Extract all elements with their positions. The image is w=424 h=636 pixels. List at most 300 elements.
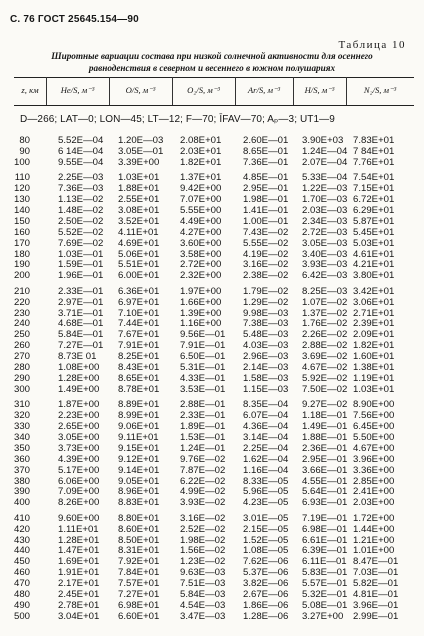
- cell-ar: 1.52E—05: [243, 534, 289, 546]
- cell-o2: 7.87E—02: [180, 464, 226, 476]
- cell-he: 2.97E—01: [58, 296, 104, 308]
- cell-o: 2.55E+01: [118, 194, 160, 206]
- cell-ar: 4.23E—05: [243, 497, 289, 509]
- cell-n2: 1.60E+01: [353, 351, 395, 363]
- column-header-n2: N₂/S, м⁻³: [363, 85, 397, 95]
- cell-o2: 3.16E—02: [180, 512, 226, 524]
- cell-h: 2.72E—03: [302, 226, 348, 238]
- cell-h: 2.07E—04: [302, 156, 348, 168]
- cell-h: 5.33E—04: [302, 172, 348, 184]
- column-header-o2: O₂/S, м⁻³: [187, 85, 220, 95]
- cell-o: 8.99E+01: [118, 410, 160, 422]
- cell-o: 6.98E+01: [118, 599, 160, 611]
- cell-ar: 7.36E—01: [243, 156, 289, 168]
- cell-altitude: 80: [19, 135, 30, 146]
- cell-he: 2.17E+01: [58, 578, 100, 590]
- cell-altitude: 290: [13, 372, 30, 384]
- cell-he: 1.91E+01: [58, 567, 100, 579]
- cell-o2: 4.99E—02: [180, 486, 226, 498]
- cell-ar: 1.62E—04: [243, 453, 289, 465]
- cell-altitude: 420: [13, 523, 30, 535]
- cell-n2: 2.99E—01: [353, 610, 399, 622]
- cell-n2: 4.81E—01: [353, 589, 399, 600]
- cell-ar: 2.96E—03: [243, 351, 289, 363]
- cell-he: 1.48E—02: [58, 204, 104, 216]
- cell-n2: 1.82E+01: [353, 340, 395, 352]
- cell-o2: 9.42E+00: [180, 183, 222, 195]
- cell-altitude: 130: [13, 194, 30, 206]
- table-row: [0, 612, 424, 623]
- cell-o2: 1.37E+01: [180, 172, 222, 184]
- cell-o2: 3.58E+00: [180, 248, 222, 260]
- cell-n2: 7.54E+01: [353, 172, 395, 184]
- cell-he: 4.39E+00: [58, 453, 100, 465]
- cell-ar: 2.95E—01: [243, 183, 289, 195]
- cell-o: 7.91E+01: [118, 340, 160, 352]
- cell-altitude: 340: [13, 431, 30, 443]
- cell-n2: 3.42E+01: [353, 285, 395, 297]
- cell-n2: 5.50E+00: [353, 431, 395, 443]
- cell-o2: 4.33E—01: [180, 372, 226, 384]
- cell-ar: 1.41E—01: [243, 204, 289, 216]
- cell-altitude: 270: [13, 351, 30, 363]
- cell-h: 3.27E+00: [302, 610, 344, 622]
- cell-o2: 5.84E—03: [180, 589, 226, 600]
- cell-o: 1.03E+01: [118, 172, 160, 184]
- cell-o: 8.80E+01: [118, 512, 160, 524]
- cell-o: 6.00E+01: [118, 270, 160, 282]
- cell-o: 6.97E+01: [118, 296, 160, 308]
- cell-n2: 1.44E+00: [353, 523, 395, 535]
- cell-n2: 7.15E+01: [353, 183, 395, 195]
- cell-n2: 5.45E+01: [353, 226, 395, 238]
- cell-ar: 5.55E—02: [243, 237, 289, 249]
- cell-h: 5.92E—02: [302, 372, 348, 384]
- cell-o2: 4.54E—03: [180, 599, 226, 611]
- cell-ar: 5.96E—05: [243, 486, 289, 498]
- cell-n2: 1.19E+01: [353, 372, 395, 384]
- cell-he: 1.59E—01: [58, 259, 104, 271]
- cell-o: 3.39E+00: [118, 156, 160, 168]
- cell-he: 1.47E+01: [58, 545, 100, 557]
- cell-altitude: 100: [13, 156, 30, 168]
- row-group: [0, 514, 424, 623]
- table-number: Таблица 10: [338, 39, 406, 51]
- column-header-ar: Ar/S, м⁻³: [247, 85, 281, 95]
- cell-ar: 7.62E—06: [243, 556, 289, 568]
- cell-h: 3.66E—01: [302, 464, 348, 476]
- cell-n2: 5.87E+01: [353, 215, 395, 227]
- table-row: [0, 298, 424, 309]
- cell-h: 4.67E—02: [302, 362, 348, 373]
- table-row: [0, 466, 424, 477]
- cell-altitude: 350: [13, 442, 30, 454]
- cell-ar: 1.15E—03: [243, 383, 289, 395]
- cell-n2: 3.06E+01: [353, 296, 395, 308]
- cell-h: 6.39E—01: [302, 545, 348, 557]
- cell-n2: 3.80E+01: [353, 270, 395, 282]
- cell-altitude: 430: [13, 534, 30, 546]
- cell-ar: 1.08E—05: [243, 545, 289, 557]
- cell-n2: 3.96E+00: [353, 453, 395, 465]
- cell-o: 8.78E+01: [118, 383, 160, 395]
- cell-n2: 6.45E+00: [353, 421, 395, 433]
- cell-altitude: 170: [13, 237, 30, 249]
- cell-o: 7.10E+01: [118, 307, 160, 319]
- cell-he: 1.87E+00: [58, 399, 100, 411]
- cell-o: 8.65E+01: [118, 372, 160, 384]
- cell-ar: 8.35E—04: [243, 399, 289, 411]
- cell-altitude: 380: [13, 475, 30, 487]
- cell-he: 1.69E+01: [58, 556, 100, 568]
- cell-he: 1.03E—01: [58, 248, 104, 260]
- cell-h: 3.40E—03: [302, 248, 348, 260]
- header-bottom-rule: [14, 105, 414, 106]
- cell-o: 4.11E+01: [118, 226, 159, 238]
- cell-h: 5.08E—01: [302, 599, 348, 611]
- cell-o: 3.05E—01: [118, 145, 164, 157]
- cell-ar: 2.14E—03: [243, 362, 289, 373]
- cell-n2: 7 84E+01: [353, 145, 395, 157]
- cell-n2: 7.56E+00: [353, 410, 395, 422]
- table-row: [0, 455, 424, 466]
- cell-n2: 4.67E+00: [353, 442, 395, 454]
- cell-ar: 1.86E—06: [243, 599, 289, 611]
- cell-o2: 9.63E—03: [180, 567, 226, 579]
- cell-ar: 1.16E—04: [243, 464, 289, 476]
- cell-h: 1.37E—02: [302, 307, 348, 319]
- cell-n2: 1.03E+01: [353, 383, 395, 395]
- cell-he: 4.68E—01: [58, 318, 104, 330]
- cell-h: 5.83E—01: [302, 567, 348, 579]
- cell-he: 7.69E—02: [58, 237, 104, 249]
- cell-o: 7.57E+01: [118, 578, 160, 590]
- cell-he: 2.33E—01: [58, 285, 104, 297]
- cell-h: 2.26E—02: [302, 329, 348, 341]
- cell-altitude: 400: [13, 497, 30, 509]
- cell-ar: 7.38E—03: [243, 318, 289, 330]
- cell-he: 7.36E—03: [58, 183, 104, 195]
- cell-n2: 6.72E+01: [353, 194, 395, 206]
- cell-o: 9.15E+01: [118, 442, 160, 454]
- column-header-he: He/S, м⁻³: [60, 85, 95, 95]
- cell-o2: 4.49E+00: [180, 215, 222, 227]
- cell-o: 9.11E+01: [118, 431, 159, 443]
- cell-n2: 2.71E+01: [353, 307, 395, 319]
- cell-n2: 8.47E—01: [353, 556, 399, 568]
- cell-o2: 5.55E+00: [180, 204, 222, 216]
- cell-he: 6.06E+00: [58, 475, 100, 487]
- cell-o2: 1.82E+01: [180, 156, 222, 168]
- cell-h: 3.69E—02: [302, 351, 348, 363]
- cell-h: 1.24E—04: [302, 145, 348, 157]
- cell-altitude: 330: [13, 421, 30, 433]
- cell-o: 8.25E+01: [118, 351, 160, 363]
- cell-altitude: 180: [13, 248, 30, 260]
- cell-ar: 1.79E—02: [243, 285, 289, 297]
- cell-n2: 7.76E+01: [353, 156, 395, 168]
- cell-o: 7.92E+01: [118, 556, 160, 568]
- cell-ar: 3.16E—02: [243, 259, 289, 271]
- cell-h: 6.11E—01: [302, 556, 347, 568]
- cell-h: 3.90E+03: [302, 135, 344, 146]
- cell-he: 2.25E—03: [58, 172, 104, 184]
- cell-altitude: 210: [13, 285, 30, 297]
- cell-o2: 7.51E—03: [180, 578, 226, 590]
- cell-ar: 2.38E—02: [243, 270, 289, 282]
- cell-altitude: 390: [13, 486, 30, 498]
- cell-he: 3.05E+00: [58, 431, 100, 443]
- cell-he: 2.78E+01: [58, 599, 100, 611]
- cell-o: 9.06E+01: [118, 421, 160, 433]
- cell-h: 6.93E—01: [302, 497, 348, 509]
- cell-o2: 4.27E+00: [180, 226, 222, 238]
- cell-o: 1.20E—03: [118, 135, 164, 146]
- cell-n2: 1.01E+00: [353, 545, 395, 557]
- cell-he: 1.08E+00: [58, 362, 100, 373]
- cell-altitude: 90: [19, 145, 30, 157]
- cell-altitude: 220: [13, 296, 30, 308]
- cell-altitude: 470: [13, 578, 30, 590]
- cell-altitude: 490: [13, 599, 30, 611]
- cell-o2: 9.56E—01: [180, 329, 226, 341]
- table-row: [0, 271, 424, 282]
- cell-altitude: 310: [13, 399, 30, 411]
- cell-he: 7.09E+00: [58, 486, 100, 498]
- cell-ar: 3.82E—06: [243, 578, 289, 590]
- cell-h: 5.32E—01: [302, 589, 348, 600]
- cell-h: 5.64E—01: [302, 486, 348, 498]
- cell-ar: 7.43E—02: [243, 226, 289, 238]
- cell-altitude: 190: [13, 259, 30, 271]
- cell-he: 5.84E—01: [58, 329, 104, 341]
- cell-o: 6.60E+01: [118, 610, 160, 622]
- cell-he: 2.23E+00: [58, 410, 100, 422]
- row-group: [0, 173, 424, 282]
- cell-o: 8.89E+01: [118, 399, 160, 411]
- cell-o2: 2.08E+01: [180, 135, 222, 146]
- cell-o2: 9.76E—02: [180, 453, 226, 465]
- page-header: С. 76 ГОСТ 25645.154—90: [10, 14, 139, 25]
- cell-h: 1.70E—03: [302, 194, 348, 206]
- cell-n2: 2.85E+00: [353, 475, 395, 487]
- cell-ar: 2.60E—01: [243, 135, 289, 146]
- cell-ar: 4.36E—04: [243, 421, 289, 433]
- cell-altitude: 200: [13, 270, 30, 282]
- cell-n2: 3.36E+00: [353, 464, 395, 476]
- column-header-z: z, км: [21, 85, 39, 95]
- cell-n2: 7.03E—01: [353, 567, 399, 579]
- cell-o: 7.84E+01: [118, 567, 160, 579]
- cell-n2: 1.21E+00: [353, 534, 395, 546]
- cell-h: 4.55E—01: [302, 475, 348, 487]
- cell-n2: 8.90E+00: [353, 399, 395, 411]
- cell-o: 4.69E+01: [118, 237, 160, 249]
- cell-altitude: 280: [13, 362, 30, 373]
- cell-h: 1.88E—01: [302, 431, 348, 443]
- cell-h: 2.03E—03: [302, 204, 348, 216]
- cell-o2: 1.56E—02: [180, 545, 226, 557]
- cell-altitude: 450: [13, 556, 30, 568]
- table-caption-line-1: Широтные вариации состава при низкой солнечной активности для осеннего: [51, 51, 373, 61]
- cell-o: 7.67E+01: [118, 329, 160, 341]
- cell-he: 8.26E+00: [58, 497, 100, 509]
- cell-he: 2.65E+00: [58, 421, 100, 433]
- cell-ar: 4.19E—02: [243, 248, 289, 260]
- cell-ar: 2.15E—05: [243, 523, 289, 535]
- cell-he: 1.28E+01: [58, 534, 100, 546]
- cell-h: 7.19E—01: [302, 512, 348, 524]
- cell-o2: 1.23E—02: [180, 556, 226, 568]
- cell-n2: 7.83E+01: [353, 135, 395, 146]
- cell-he: 3.71E—01: [58, 307, 104, 319]
- table-row: [0, 385, 424, 396]
- cell-altitude: 370: [13, 464, 30, 476]
- cell-h: 5.57E—01: [302, 578, 348, 590]
- cell-o2: 1.39E+00: [180, 307, 222, 319]
- cell-ar: 8.65E—01: [243, 145, 289, 157]
- cell-altitude: 260: [13, 340, 30, 352]
- cell-altitude: 440: [13, 545, 30, 557]
- cell-o: 9.14E+01: [118, 464, 160, 476]
- cell-o: 6.36E+01: [118, 285, 160, 297]
- cell-h: 2.36E—01: [302, 442, 348, 454]
- column-header-o: O/S, м⁻³: [125, 85, 156, 95]
- cell-altitude: 300: [13, 383, 30, 395]
- model-conditions: D—266; LAT—0; LON—45; LT—12; F—70; ĪFAV—70; Aₚ—3; UT1—9: [20, 114, 335, 125]
- row-group: [0, 400, 424, 509]
- cell-o: 3.08E+01: [118, 204, 160, 216]
- cell-n2: 2.41E+00: [353, 486, 395, 498]
- cell-n2: 2.03E+00: [353, 497, 395, 509]
- cell-o2: 1.89E—01: [180, 421, 226, 433]
- cell-ar: 2.67E—06: [243, 589, 289, 600]
- cell-n2: 4.61E+01: [353, 248, 395, 260]
- cell-ar: 2.25E—04: [243, 442, 289, 454]
- table-row: [0, 239, 424, 250]
- cell-o: 8.50E+01: [118, 534, 160, 546]
- cell-n2: 2.39E+01: [353, 318, 395, 330]
- cell-ar: 5.48E—03: [243, 329, 289, 341]
- cell-altitude: 160: [13, 226, 30, 238]
- cell-altitude: 320: [13, 410, 30, 422]
- cell-o: 7.27E+01: [118, 589, 160, 600]
- cell-he: 3.73E+00: [58, 442, 100, 454]
- cell-ar: 8.33E—05: [243, 475, 289, 487]
- cell-altitude: 140: [13, 204, 30, 216]
- cell-h: 3.93E—03: [302, 259, 348, 271]
- cell-o2: 6.50E—01: [180, 351, 226, 363]
- cell-ar: 3.01E—05: [243, 512, 289, 524]
- cell-o: 9.12E+01: [118, 453, 160, 465]
- cell-o2: 2.52E—02: [180, 523, 226, 535]
- cell-o: 1.88E+01: [118, 183, 160, 195]
- cell-ar: 1.00E—01: [243, 215, 289, 227]
- cell-o2: 2.88E—01: [180, 399, 226, 411]
- cell-o2: 5.31E—01: [180, 362, 226, 373]
- cell-o2: 1.53E—01: [180, 431, 226, 443]
- table-caption-line-2: равноденствия в северном и весеннего в южном полушариях: [88, 63, 336, 73]
- cell-o2: 1.24E—01: [180, 442, 226, 454]
- cell-he: 1.96E—01: [58, 270, 104, 282]
- cell-ar: 9.98E—03: [243, 307, 289, 319]
- cell-altitude: 360: [13, 453, 30, 465]
- cell-ar: 1.28E—06: [243, 610, 289, 622]
- cell-o2: 6.22E—02: [180, 475, 226, 487]
- cell-ar: 5.37E—06: [243, 567, 289, 579]
- cell-o2: 1.66E+00: [180, 296, 222, 308]
- cell-n2: 1.72E+00: [353, 512, 395, 524]
- cell-o: 8.31E+01: [118, 545, 160, 557]
- table-row: [0, 158, 424, 169]
- cell-h: 7.50E—02: [302, 383, 348, 395]
- cell-altitude: 250: [13, 329, 30, 341]
- cell-he: 8.73E 01: [58, 351, 97, 363]
- cell-o2: 3.47E—03: [180, 610, 226, 622]
- cell-he: 1.11E+01: [58, 523, 99, 535]
- cell-o2: 7.91E—01: [180, 340, 226, 352]
- cell-ar: 4.03E—03: [243, 340, 289, 352]
- cell-h: 2.95E—01: [302, 453, 348, 465]
- cell-he: 3.04E+01: [58, 610, 100, 622]
- cell-altitude: 500: [13, 610, 30, 622]
- cell-ar: 1.98E—01: [243, 194, 289, 206]
- cell-o: 9.05E+01: [118, 475, 160, 487]
- cell-o2: 1.16E+00: [180, 318, 222, 330]
- cell-altitude: 240: [13, 318, 30, 330]
- table-row: [0, 498, 424, 509]
- cell-he: 9.60E+00: [58, 512, 100, 524]
- cell-n2: 4.21E+01: [353, 259, 395, 271]
- cell-o2: 2.03E+01: [180, 145, 222, 157]
- cell-o: 3.52E+01: [118, 215, 160, 227]
- cell-he: 2.50E—02: [58, 215, 104, 227]
- cell-o2: 1.97E+00: [180, 285, 222, 297]
- cell-o: 5.06E+01: [118, 248, 160, 260]
- cell-n2: 6.29E+01: [353, 204, 395, 216]
- cell-o2: 1.98E—02: [180, 534, 226, 546]
- cell-o2: 3.93E—02: [180, 497, 226, 509]
- cell-altitude: 410: [13, 512, 30, 524]
- cell-altitude: 460: [13, 567, 30, 579]
- cell-h: 1.07E—02: [302, 296, 348, 308]
- cell-altitude: 480: [13, 589, 30, 600]
- cell-o: 7.44E+01: [118, 318, 160, 330]
- cell-ar: 1.58E—03: [243, 372, 289, 384]
- cell-o2: 3.53E—01: [180, 383, 226, 395]
- row-group: [0, 136, 424, 169]
- cell-n2: 5.82E—01: [353, 578, 399, 590]
- cell-he: 5.17E+00: [58, 464, 100, 476]
- cell-he: 1.13E—02: [58, 194, 104, 206]
- row-group: [0, 287, 424, 396]
- cell-o2: 2.72E+00: [180, 259, 222, 271]
- cell-altitude: 120: [13, 183, 30, 195]
- cell-he: 5.52E—04: [58, 135, 104, 146]
- cell-n2: 5.03E+01: [353, 237, 395, 249]
- cell-altitude: 230: [13, 307, 30, 319]
- cell-he: 1.49E+00: [58, 383, 100, 395]
- column-header-h: H/S, м⁻³: [304, 85, 335, 95]
- table-row: [0, 525, 424, 536]
- cell-h: 2.88E—02: [302, 340, 348, 352]
- cell-o2: 7.07E+00: [180, 194, 222, 206]
- cell-n2: 1.38E+01: [353, 362, 395, 373]
- cell-o: 5.51E+01: [118, 259, 160, 271]
- cell-altitude: 150: [13, 215, 30, 227]
- cell-h: 8.25E—03: [302, 285, 348, 297]
- cell-ar: 1.29E—02: [243, 296, 289, 308]
